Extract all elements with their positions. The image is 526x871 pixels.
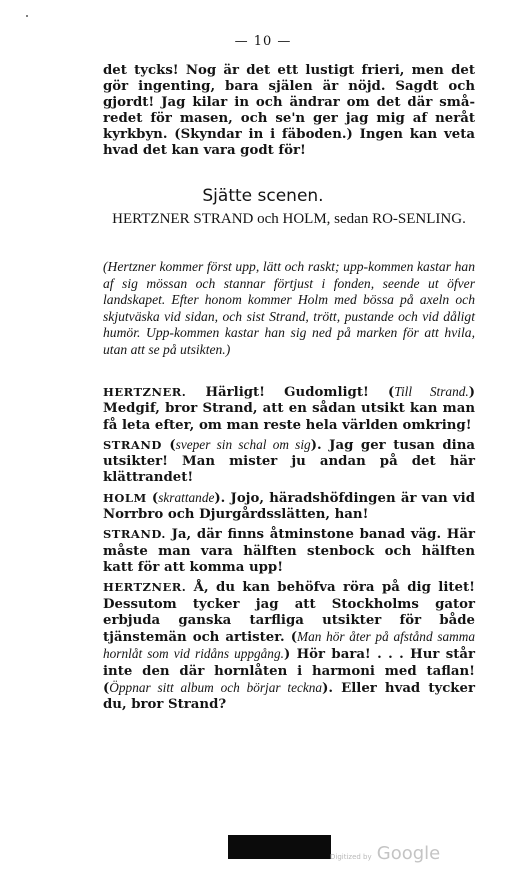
stage-direction [103, 259, 475, 358]
redaction-bar [228, 835, 331, 859]
dialogue-line [103, 526, 475, 576]
google-watermark [330, 843, 440, 864]
line-text: ) Hör bara! . . . Hur står inte den där hornlåten i harmoni med taflan! ( [103, 647, 475, 697]
speaker-name: STRAND. [103, 527, 166, 542]
inline-direction: Till Strand. [394, 384, 469, 399]
watermark-brand: Google [376, 843, 441, 864]
line-text: ). Eller hvad tycker du, bror Strand? [103, 681, 475, 713]
speaker-name: STRAND [103, 437, 162, 452]
watermark-prefix: Digitized by [330, 853, 372, 861]
inline-direction: sveper sin schal om sig [175, 436, 311, 452]
intro-paragraph [103, 63, 475, 159]
inline-direction: Man hör åter på afstånd samma hornlåt som vid ridåns uppgång. [103, 629, 475, 662]
speaker-name: HERTZNER. [103, 385, 187, 399]
line-text: Ja, där finns åtminstone banad väg. Här måste man vara hälften stenbock och hälften katt för att komma upp! [103, 527, 475, 575]
line-text: ( [161, 437, 176, 453]
line-text: ) Medgif, bror Strand, att en sådan utsikt kan man få leta efter, om man reste hela världen omkring! [103, 385, 475, 433]
dialogue-line [103, 579, 475, 713]
line-text: ). Jojo, häradshöfdingen är van vid Norrbro och Djurgårdsslätten, han! [103, 490, 475, 523]
speaker-name: HERTZNER. [103, 580, 187, 595]
line-text: ( [146, 490, 159, 506]
dialogue-line [103, 384, 475, 434]
dialogue-line [103, 437, 475, 487]
scene-title: Sjätte scenen. [202, 186, 324, 206]
speaker-name: HOLM [103, 490, 147, 505]
stage-direction-text: (Hertzner kommer först upp, lätt och raskt; upp-kommen kastar han af sig mössan och stannar förtjust i fonden, seende ut öfver landskapet. Efter honom kommer Holm med bössa på axeln och skjutväska vid sidan, och sist Strand, trött, pustande och vid dåligt humör. Upp-kommen kastar han sig ned på marken för att hvila, utan att se på utsikten.) [103, 259, 475, 357]
line-text: Å, du kan behöfva röra på dig litet! Dessutom tycker jag att Stockholms gator erbjuda ganska tarfliga utsikter för både tjänstemän och artister. ( [103, 580, 475, 646]
inline-direction: Öppnar sitt album och börjar teckna [109, 680, 323, 696]
cast-list: HERTZNER STRAND och HOLM, sedan RO-SENLING. [112, 211, 466, 227]
line-text: Härligt! Gudomligt! ( [205, 385, 395, 400]
speck [26, 15, 28, 17]
dialogue-line [103, 490, 475, 524]
line-text: ). Jag ger tusan dina utsikter! Man mister ju andan på det här klättrandet! [103, 437, 475, 486]
inline-direction: skrattande [158, 489, 215, 505]
intro-text: det tycks! Nog är det ett lustigt frieri, men det gör ingenting, bara själen är nöjd. Sagdt och gjordt! Jag kilar in och ändrar om det där små-redet för masen, och se'n ger jag mig af neråt kyrkbyn. (Skyndar in i fäboden.) Ingen kan veta hvad det kan vara godt för! [103, 63, 475, 158]
dialogue [103, 384, 475, 717]
page-number: — 10 — [234, 34, 292, 49]
